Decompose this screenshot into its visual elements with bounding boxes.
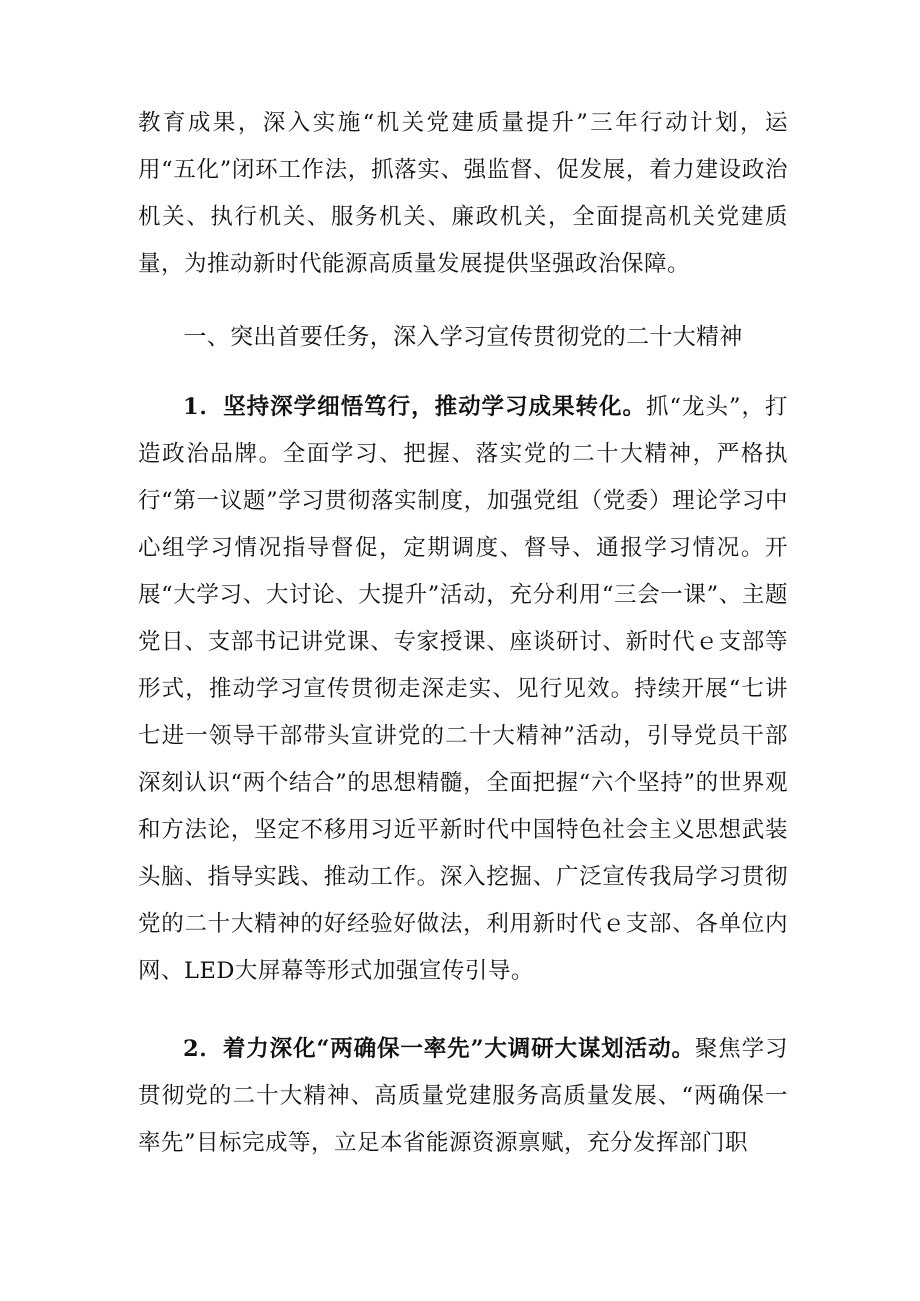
section-heading: 一、突出首要任务，深入学习宣传贯彻党的二十大精神 <box>183 324 743 350</box>
item-1-title: 1．坚持深学细悟笃行，推动学习成果转化。 <box>183 394 647 420</box>
intro-paragraph-text: 教育成果，深入实施“机关党建质量提升”三年行动计划，运用“五化”闭环工作法，抓落实、强监督、促发展，着力建设政治机关、执行机关、服务机关、廉政机关，全面提高机关党建质量，为推动新时代能源高质量发展提供坚强政治保障。 <box>138 110 788 277</box>
item-2-body: 聚焦学习贯彻党的二十大精神、高质量党建服务高质量发展、“两确保一率先”目标完成等，立足本省能源资源禀赋，充分发挥部门职 <box>138 1036 788 1156</box>
item-2-paragraph <box>138 1026 788 1167</box>
intro-paragraph <box>138 100 788 288</box>
item-2-title: 2．着力深化“两确保一率先”大调研大谋划活动。 <box>183 1036 695 1062</box>
item-1-body: 抓“龙头”，打造政治品牌。全面学习、把握、落实党的二十大精神，严格执行“第一议题”学习贯彻落实制度，加强党组（党委）理论学习中心组学习情况指导督促，定期调度、督导、通报学习情况。开展“大学习、大讨论、大提升”活动，充分利用“三会一课”、主题党日、支部书记讲党课、专家授课、座谈研讨、新时代ｅ支部等形式，推动学习宣传贯彻走深走实、见行见效。持续开展“七讲七进一领导干部带头宣讲党的二十大精神”活动，引导党员干部深刻认识“两个结合”的思想精髓，全面把握“六个坚持”的世界观和方法论，坚定不移用习近平新时代中国特色社会主义思想武装头脑、指导实践、推动工作。深入挖掘、广泛宣传我局学习贯彻党的二十大精神的好经验好做法，利用新时代ｅ支部、各单位内网、LED大屏幕等形式加强宣传引导。 <box>138 394 788 984</box>
item-1-paragraph <box>138 384 788 995</box>
